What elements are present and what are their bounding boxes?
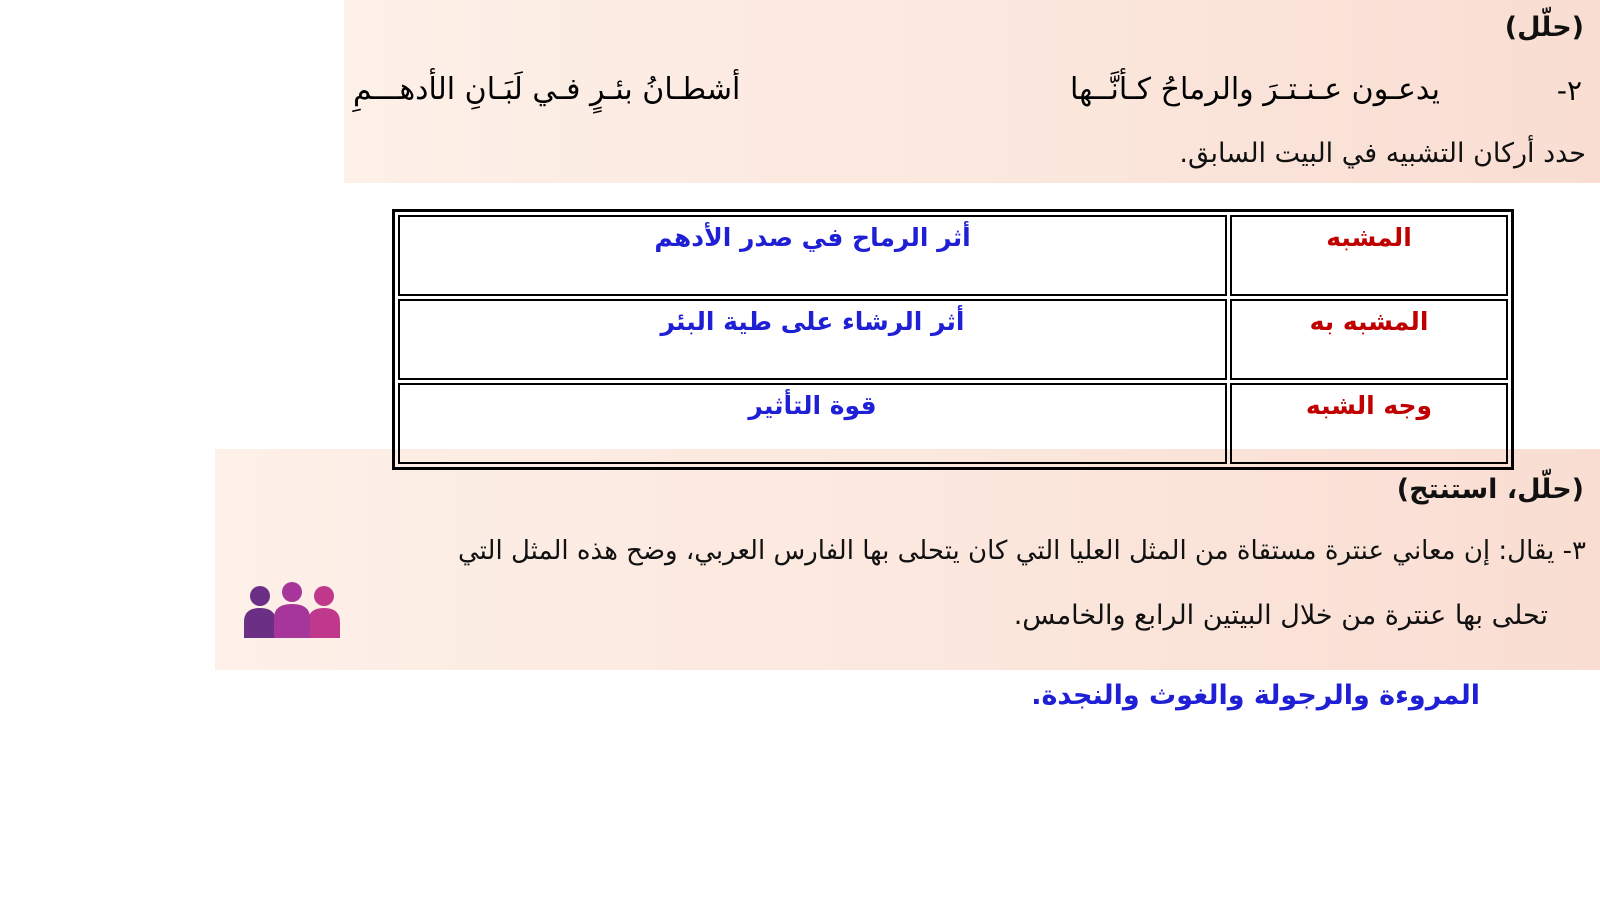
question-text-line-2: تحلى بها عنترة من خلال البيتين الرابع والخامس.: [1013, 600, 1548, 631]
verse-second-hemistich: أشطـانُ بئـرٍ فـي لَبَـانِ الأدهـــمِ: [353, 72, 741, 107]
simile-elements-table: [392, 209, 1514, 470]
table-cell-label: المشبه: [1230, 215, 1508, 296]
question-number: ٢-: [1556, 74, 1582, 107]
table-row: [398, 383, 1508, 464]
table-cell-value: قوة التأثير: [398, 383, 1227, 464]
table-cell-value: أثر الرشاء على طية البئر: [398, 299, 1227, 380]
table-cell-value: أثر الرماح في صدر الأدهم: [398, 215, 1227, 296]
table-cell-label: المشبه به: [1230, 299, 1508, 380]
question-text-line-1: ٣- يقال: إن معاني عنترة مستقاة من المثل العليا التي كان يتحلى بها الفارس العربي، وضح هذه المثل التي: [458, 536, 1586, 566]
question-instruction: حدد أركان التشبيه في البيت السابق.: [1179, 138, 1586, 169]
table-row: [398, 299, 1508, 380]
table-cell-label: وجه الشبه: [1230, 383, 1508, 464]
table-row: [398, 215, 1508, 296]
answer-text: المروءة والرجولة والغوث والنجدة.: [1031, 680, 1480, 711]
question-tag-analyze: (حلّل): [1504, 12, 1584, 43]
group-icon: [244, 582, 340, 638]
question-tag-analyze-conclude: (حلّل، استنتج): [1396, 474, 1584, 505]
verse-first-hemistich: يدعـون عـنـتـرَ والرماحُ كـأنَّــها: [1069, 72, 1440, 107]
